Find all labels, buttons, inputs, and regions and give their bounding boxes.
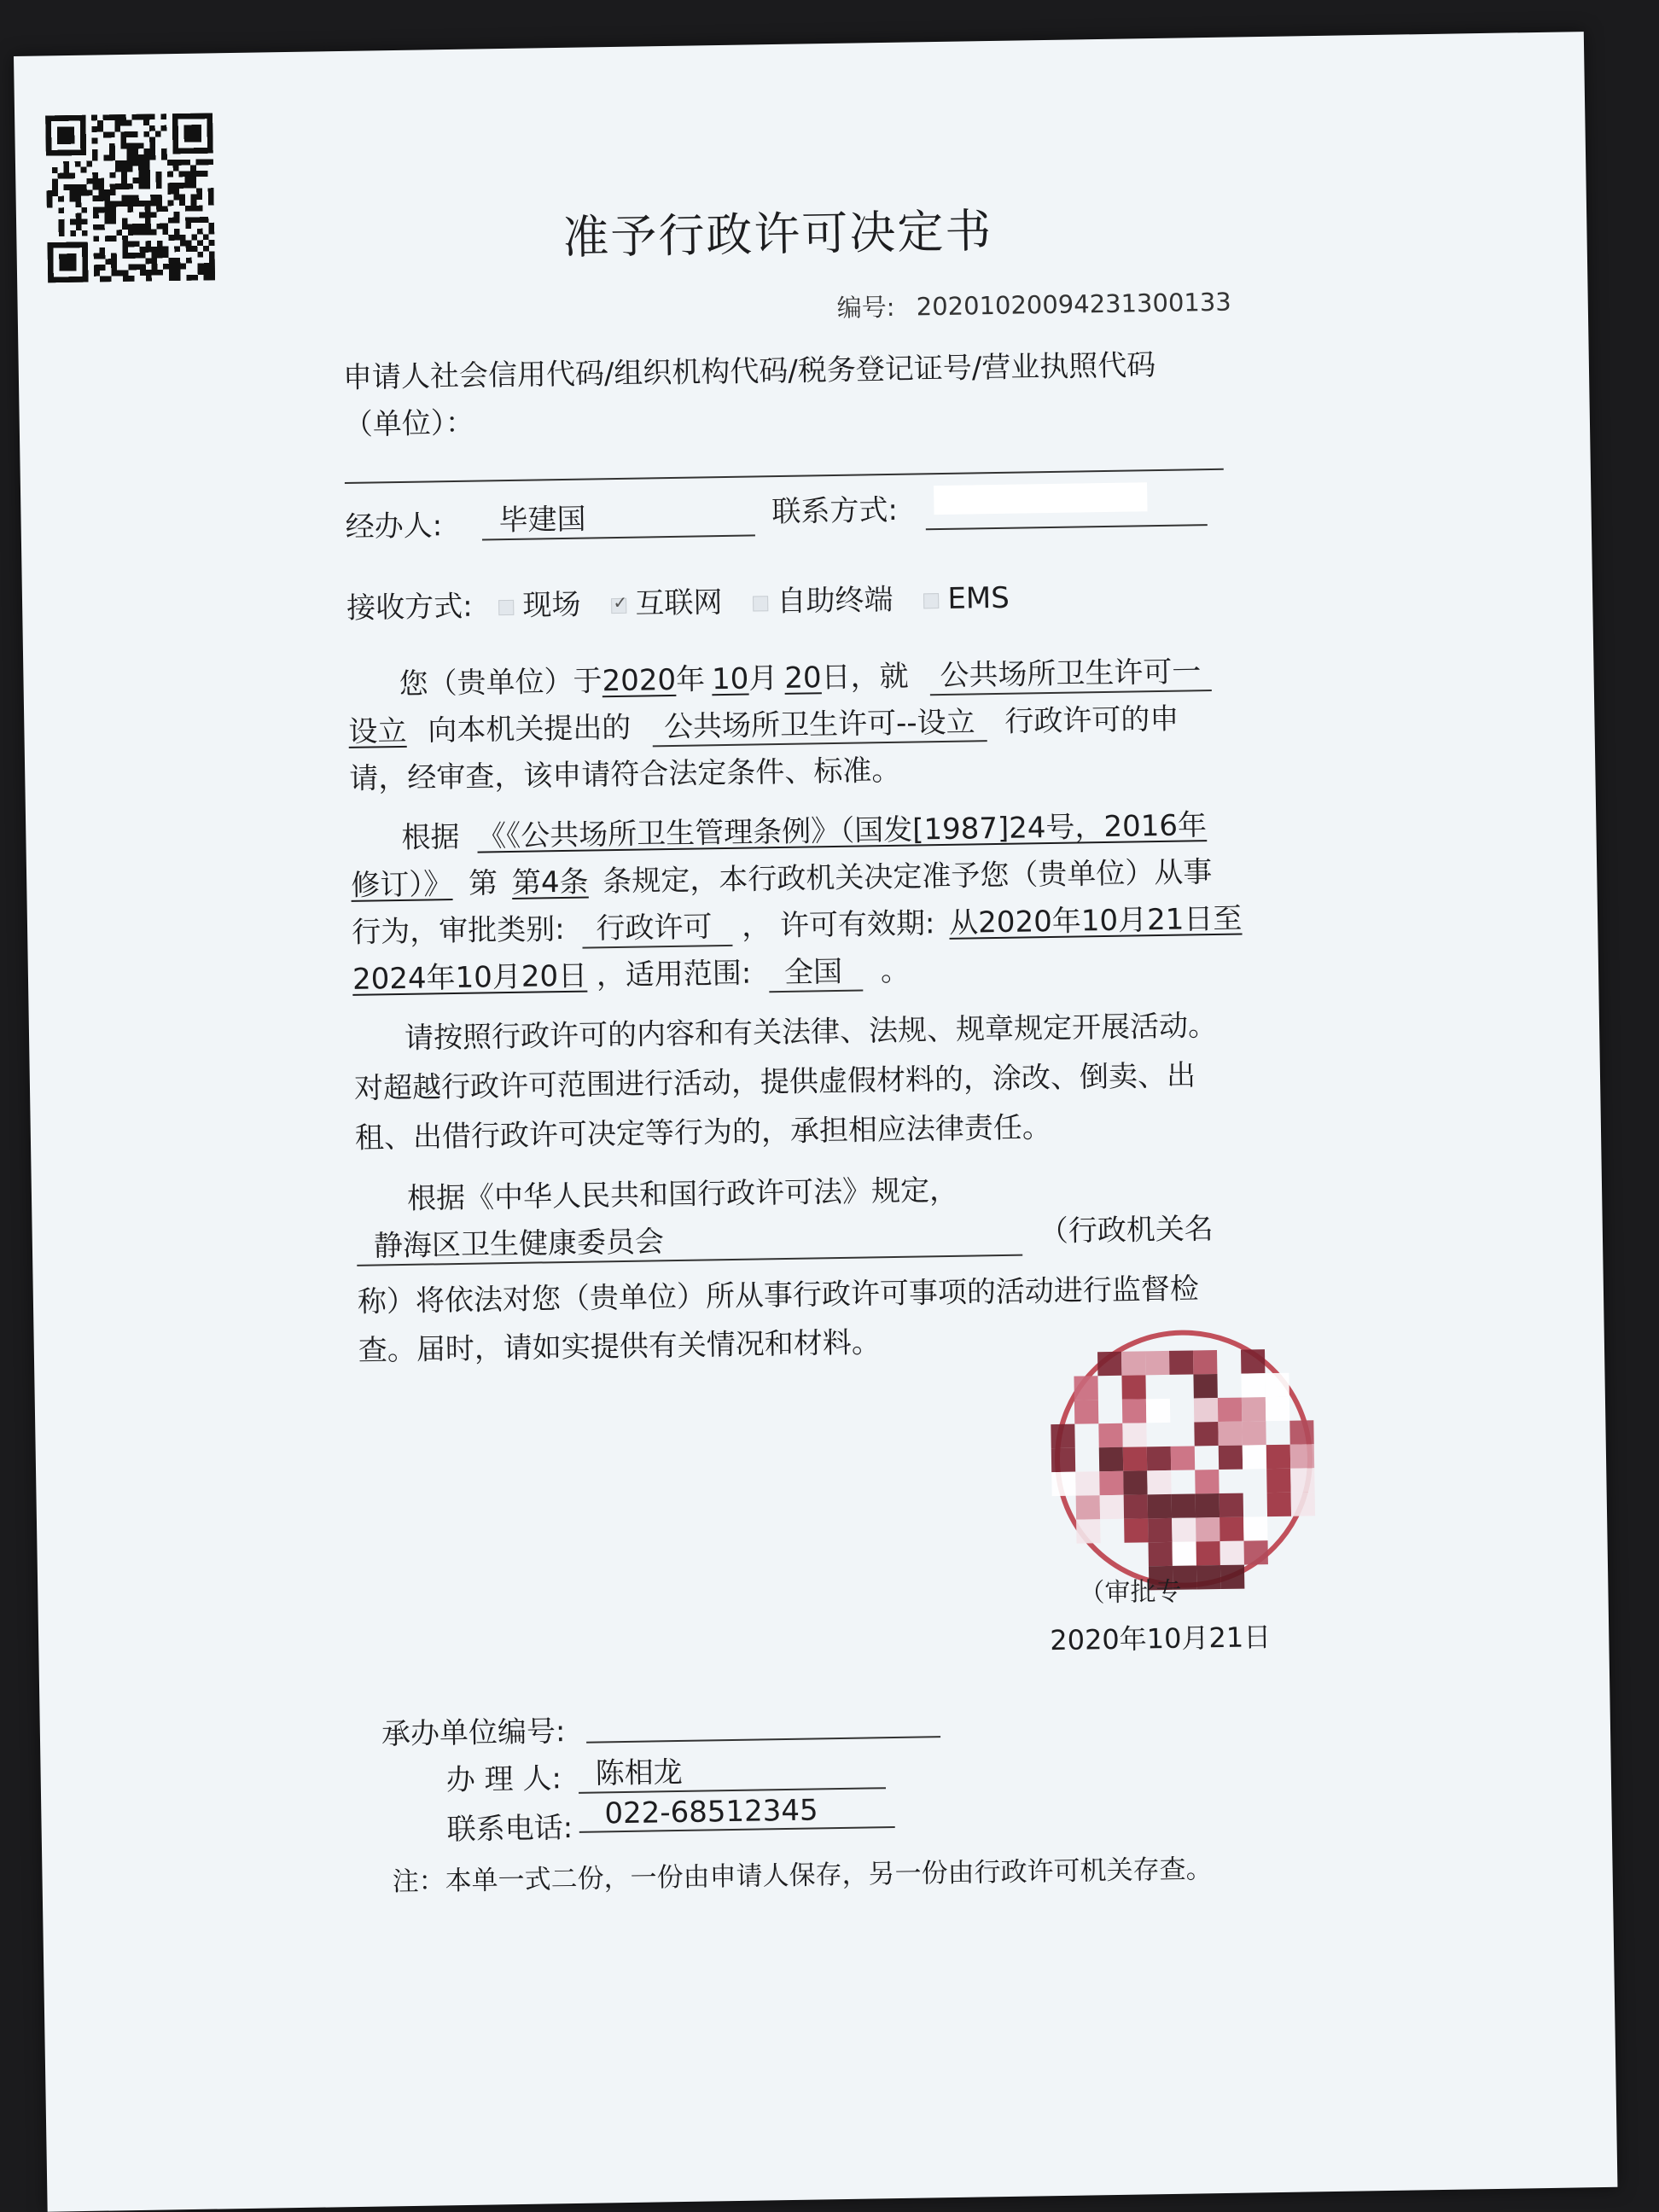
handler-value: 毕建国 xyxy=(481,492,755,540)
receive-option xyxy=(915,581,1010,617)
receive-option-label: 互联网 xyxy=(635,585,723,621)
para4-line1: 根据《中华人民共和国行政许可法》规定， xyxy=(406,1173,959,1216)
para3-line2: 对超越行政许可范围进行活动，提供虚假材料的，涂改、倒卖、出 xyxy=(353,1058,1196,1106)
phone-value: 022-68512345 xyxy=(579,1792,895,1833)
receive-label: 接收方式: xyxy=(346,589,473,626)
permit-item-c: 公共场所卫生许可--设立 xyxy=(652,698,987,747)
apply-year: 2020 xyxy=(602,662,677,699)
law-reference-a: 《《公共场所卫生管理条例》（国发[1987]24号，2016年 xyxy=(476,808,1208,854)
apply-day: 20 xyxy=(784,661,822,696)
applicant-label-unit: （单位）： xyxy=(343,405,475,442)
seal-label: （审批专 xyxy=(1079,1576,1182,1609)
approval-category: 行政许可 xyxy=(582,903,733,949)
para2-text: ， 许可有效期: xyxy=(741,906,935,944)
checkbox-icon xyxy=(753,596,768,611)
para4-line4: 查。届时，请如实提供有关情况和材料。 xyxy=(358,1325,882,1368)
applicant-code-line xyxy=(345,469,1224,484)
footnote: 注：本单一式二份，一份由申请人保存，另一份由行政许可机关存查。 xyxy=(392,1854,1213,1898)
para1-line2 xyxy=(348,696,1179,752)
receive-option-label: 自助终端 xyxy=(777,582,894,620)
para2-line4 xyxy=(352,947,911,999)
checkbox-icon xyxy=(498,599,514,614)
permit-item-a: 公共场所卫生许可一 xyxy=(929,648,1212,696)
para2-line2 xyxy=(351,848,1213,904)
checkbox-icon xyxy=(923,593,939,608)
para1-line3: 请，经审查，该申请符合法定条件、标准。 xyxy=(349,753,901,796)
document-number-label: 编号: xyxy=(836,292,895,323)
processor-value: 陈相龙 xyxy=(578,1745,886,1794)
receive-method xyxy=(346,574,1010,626)
para1-text: 月 xyxy=(748,661,778,696)
para2-text: 行为，审批类别: xyxy=(351,911,565,950)
para4-line3: 称）将依法对您（贵单位）所从事行政许可事项的活动进行监督检 xyxy=(357,1272,1200,1319)
contact-redaction xyxy=(934,482,1148,515)
supervising-agency: 静海区卫生健康委员会 xyxy=(357,1213,1023,1266)
receive-option xyxy=(490,588,581,624)
applicant-label: 申请人社会信用代码/组织机构代码/税务登记证号/营业执照代码 xyxy=(342,348,1156,395)
para3-line1: 请按照行政许可的内容和有关法律、法规、规章规定开展活动。 xyxy=(404,1008,1218,1056)
para2-text: 根据 xyxy=(401,819,460,855)
para3-line3: 租、出借行政许可决定等行为的，承担相应法律责任。 xyxy=(354,1110,1052,1155)
para1-text: 日，就 xyxy=(821,659,909,696)
para2-line3 xyxy=(352,895,1243,952)
official-seal-icon xyxy=(1040,1316,1326,1602)
para1-text: 年 xyxy=(675,662,706,697)
para2-text: 。 xyxy=(880,953,911,989)
para2-text: 条规定，本行政机关决定准予您（贵单位）从事 xyxy=(602,855,1213,899)
document-number xyxy=(836,283,1231,324)
receive-option-label: EMS xyxy=(947,580,1010,616)
validity-end: 2024年10月20日 xyxy=(352,958,588,997)
receive-option-label: 现场 xyxy=(522,587,581,623)
law-reference-b: 修订）》 xyxy=(351,867,453,903)
para2-line1 xyxy=(401,801,1207,856)
contact-line xyxy=(926,524,1208,530)
para1-line1 xyxy=(399,648,1212,704)
para4-agency-suffix: （行政机关名 xyxy=(1039,1212,1214,1249)
qr-code-icon xyxy=(45,113,215,282)
unit-number-line xyxy=(586,1736,940,1743)
contact-label: 联系方式: xyxy=(771,492,899,530)
apply-month: 10 xyxy=(711,661,749,697)
decision-date: 2020年10月21日 xyxy=(1050,1621,1272,1657)
handler-label: 经办人: xyxy=(345,509,443,544)
para1-text: 您（贵单位）于 xyxy=(399,664,602,701)
law-article: 第4条 xyxy=(511,864,589,900)
receive-option xyxy=(602,585,723,621)
para2-text: 第 xyxy=(468,866,498,901)
permit-item-b: 设立 xyxy=(348,713,407,749)
receive-options xyxy=(481,581,1010,624)
receive-option xyxy=(744,583,894,620)
processor-label: 办 理 人: xyxy=(445,1761,562,1798)
para1-text: 行政许可的申 xyxy=(1004,701,1179,739)
document-number-value: 20201020094231300133 xyxy=(916,287,1231,322)
checked-box-icon xyxy=(611,597,626,613)
document-sheet xyxy=(14,32,1617,2212)
phone-label: 联系电话: xyxy=(446,1810,573,1848)
applicable-scope: 全国 xyxy=(769,948,864,993)
unit-number-label: 承办单位编号: xyxy=(381,1714,566,1752)
para2-text: ，适用范围: xyxy=(596,956,752,993)
document-title: 准予行政许可决定书 xyxy=(562,204,993,265)
validity-start: 从2020年10月21日至 xyxy=(948,901,1243,940)
para1-text: 向本机关提出的 xyxy=(427,710,632,748)
